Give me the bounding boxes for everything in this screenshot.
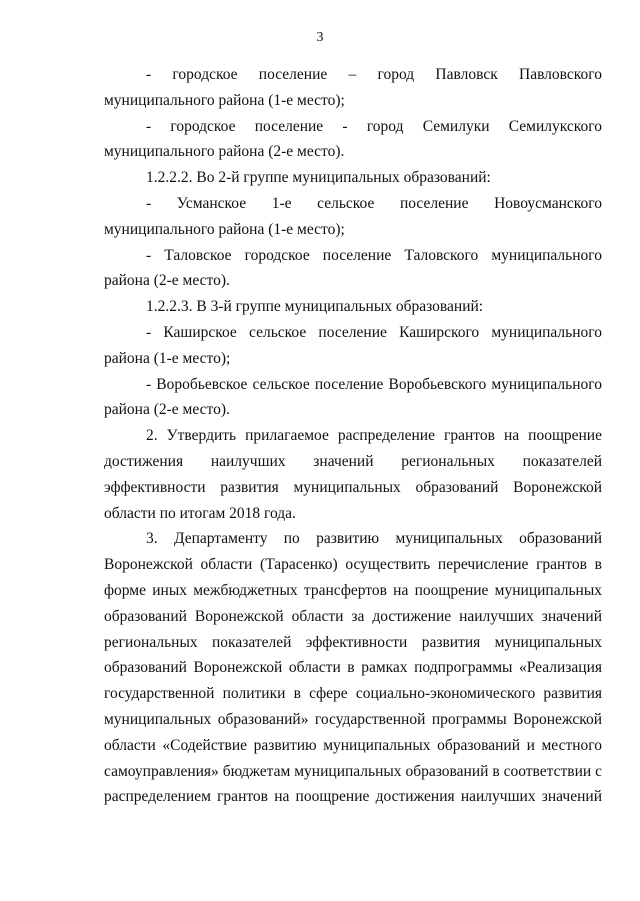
- paragraph-item-5: - Каширское сельское поселение Каширского муниципального района (1-е место);: [104, 323, 602, 367]
- document-body: [104, 62, 602, 810]
- paragraph-subsection-1-2-2-3: 1.2.2.3. В 3-й группе муниципальных образований:: [146, 298, 484, 316]
- paragraph-clause-2: 2. Утвердить прилагаемое распределение грантов на поощрение достижения наилучших значений региональных показателей эффективности развития муниципальных образований Воронежской области по итогам 2018 года.: [104, 427, 602, 522]
- paragraph-item-2: - городское поселение - город Семилуки Семилукского муниципального района (2-е место).: [104, 117, 602, 161]
- paragraph-item-3: - Усманское 1-е сельское поселение Новоусманского муниципального района (1-е место);: [104, 194, 602, 238]
- paragraph-clause-3: 3. Департаменту по развитию муниципальных образований Воронежской области (Тарасенко) осуществить перечисление грантов в форме иных межбюджетных трансфертов на поощрение муниципальных образований Воронежской области за достижение наилучших значений региональных показателей эффективности развития муниципальных образований Воронежской области в рамках подпрограммы «Реализация государственной политики в сфере социально-экономического развития муниципальных образований» государственной программы Воронежской области «Содействие развитию муниципальных образований и местного самоуправления» бюджетам муниципальных образований в соответствии с распределением грантов на поощрение достижения наилучших значений: [104, 530, 602, 806]
- paragraph-item-6: - Воробьевское сельское поселение Воробьевского муниципального района (2-е место).: [104, 375, 602, 419]
- page-number: 3: [316, 30, 324, 45]
- paragraph-subsection-1-2-2-2: 1.2.2.2. Во 2-й группе муниципальных образований:: [146, 169, 491, 187]
- paragraph-item-4: - Таловское городское поселение Таловского муниципального района (2-е место).: [104, 246, 602, 290]
- paragraph-item-1: - городское поселение – город Павловск Павловского муниципального района (1-е место);: [104, 66, 602, 109]
